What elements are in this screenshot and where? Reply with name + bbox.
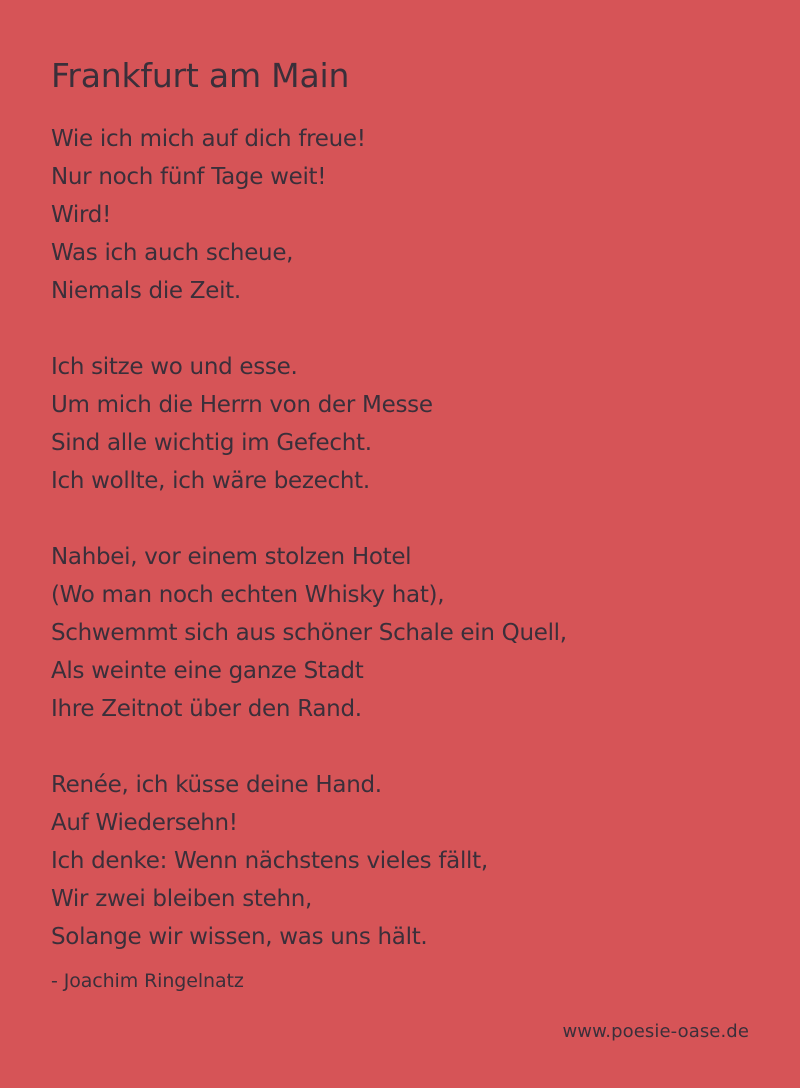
stanza-1: [51, 120, 750, 310]
poem-line: Wie ich mich auf dich freue!: [51, 126, 366, 152]
poem-line: Renée, ich küsse deine Hand.: [51, 772, 382, 798]
poem-line: Wird!: [51, 202, 111, 228]
poem-line: Ich sitze wo und esse.: [51, 354, 298, 380]
poem-line: Wir zwei bleiben stehn,: [51, 886, 313, 912]
poem-line: Nur noch fünf Tage weit!: [51, 164, 327, 190]
poem-line: Was ich auch scheue,: [51, 240, 294, 266]
poem-line: Als weinte eine ganze Stadt: [51, 658, 364, 684]
stanza-3: [51, 538, 750, 728]
poem-line: Schwemmt sich aus schöner Schale ein Quell,: [51, 620, 567, 646]
author-attribution: - Joachim Ringelnatz: [51, 970, 244, 992]
poem-line: Nahbei, vor einem stolzen Hotel: [51, 544, 412, 570]
stanza-2: [51, 348, 750, 500]
poem-line: Auf Wiedersehn!: [51, 810, 238, 836]
poem-line: Ich wollte, ich wäre bezecht.: [51, 468, 370, 494]
poem-title: Frankfurt am Main: [51, 56, 350, 95]
poem-line: Niemals die Zeit.: [51, 278, 241, 304]
source-url: www.poesie-oase.de: [562, 1021, 749, 1042]
poem-line: Solange wir wissen, was uns hält.: [51, 924, 428, 950]
poem-line: Sind alle wichtig im Gefecht.: [51, 430, 372, 456]
poem-line: Ihre Zeitnot über den Rand.: [51, 696, 362, 722]
poem-line: Ich denke: Wenn nächstens vieles fällt,: [51, 848, 488, 874]
poem-line: (Wo man noch echten Whisky hat),: [51, 582, 445, 608]
poem-line: Um mich die Herrn von der Messe: [51, 392, 433, 418]
stanza-4: [51, 766, 750, 956]
poem-body: [51, 120, 750, 956]
